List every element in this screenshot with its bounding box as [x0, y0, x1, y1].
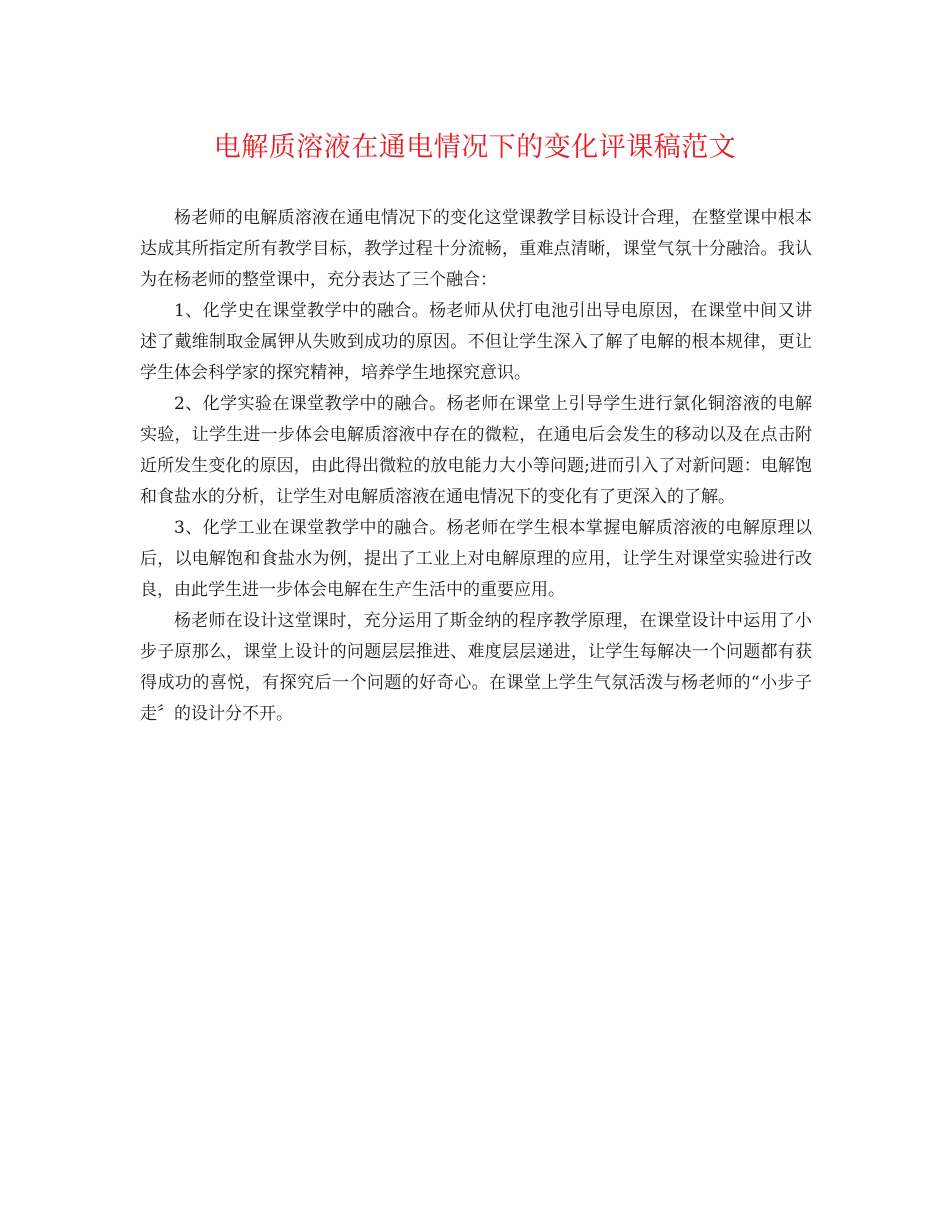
- paragraph-point-3: 3、化学工业在课堂教学中的融合。杨老师在学生根本掌握电解质溶液的电解原理以后，以电解饱和食盐水为例，提出了工业上对电解原理的应用，让学生对课堂实验进行改良，由此学生进一步体会电解在生产生活中的重要应用。: [140, 518, 812, 600]
- paragraph-intro: 杨老师的电解质溶液在通电情况下的变化这堂课教学目标设计合理，在整堂课中根本达成其所指定所有教学目标，教学过程十分流畅，重难点清晰，课堂气氛十分融洽。我认为在杨老师的整堂课中，充分表达了三个融合：: [140, 208, 812, 290]
- paragraph-point-2: 2、化学实验在课堂教学中的融合。杨老师在课堂上引导学生进行氯化铜溶液的电解实验，让学生进一步体会电解质溶液中存在的微粒，在通电后会发生的移动以及在点击附近所发生变化的原因，由此得出微粒的放电能力大小等问题;进而引入了对新问题：电解饱和食盐水的分析，让学生对电解质溶液在通电情况下的变化有了更深入的了解。: [140, 394, 812, 507]
- document-body: [140, 203, 812, 730]
- paragraph-conclusion: 杨老师在设计这堂课时，充分运用了斯金纳的程序教学原理，在课堂设计中运用了小步子原那么，课堂上设计的问题层层推进、难度层层递进，让学生每解决一个问题都有获得成功的喜悦，有探究后一个问题的好奇心。在课堂上学生气氛活泼与杨老师的“小步子走〞的设计分不开。: [140, 611, 812, 724]
- document-title: 电解质溶液在通电情况下的变化评课稿范文: [213, 132, 737, 163]
- paragraph-point-1: 1、化学史在课堂教学中的融合。杨老师从伏打电池引出导电原因，在课堂中间又讲述了戴维制取金属钾从失败到成功的原因。不但让学生深入了解了电解的根本规律，更让学生体会科学家的探究精神，培养学生地探究意识。: [140, 301, 812, 383]
